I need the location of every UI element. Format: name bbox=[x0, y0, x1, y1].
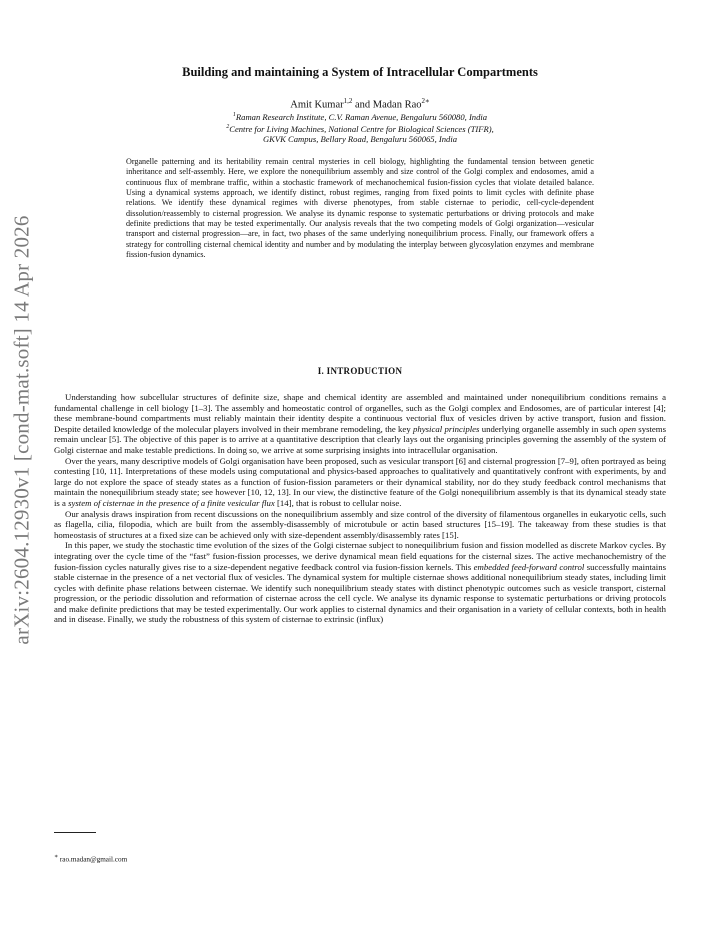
email-link[interactable]: rao.madan@gmail.com bbox=[59, 855, 128, 864]
paragraph-2: Over the years, many descriptive models of Golgi organisation have been proposed, such as vesicular transport [6] and cisternal progression [7–9], often portrayed as being contesting [10, 11]. Interpretations of these models using computational and physics-based approaches to qualitatively and quantitatively confront with experiments, by and large do not explore the space of steady states as a function of fusion-fission parameters or their dynamical stability, nor do they study feedback control mechanisms that maintain the nonequilibrium steady state; see however [10, 12, 13]. In our view, the distinctive feature of the Golgi nonequilibrium assembly is that its dynamical steady state is a system of cisternae in the presence of a finite vesicular flux [14], that is robust to cellular noise. bbox=[54, 455, 666, 508]
section-heading-introduction: I. INTRODUCTION bbox=[317, 366, 403, 376]
footnote-rule bbox=[54, 832, 96, 833]
arxiv-identifier-text: arXiv:2604.12930v1 [cond-mat.soft] 14 Apr 2026 bbox=[9, 215, 34, 645]
paragraph-1: Understanding how subcellular structures of definite size, shape and chemical identity are assembled and maintained under nonequilibrium conditions remains a fundamental challenge in cell biology [1–3]. The assembly and homeostatic control of organelles, such as the Golgi complex and Endosomes, are of particular interest [4]; these membrane-bound compartments must reliably maintain their identity despite a continuous vectorial flux of vesicles driven by active transport, fusion and fission. Despite detailed knowledge of the molecular players involved in their membrane remodeling, the key physical principles underlying organelle assembly in such open systems remain unclear [5]. The objective of this paper is to arrive at a quantitative description that clearly lays out the organising principles governing the assembly of the system of Golgi cisternae and make testable predictions. In doing so, we arrive at some surprising insights into intracellular organisation. bbox=[54, 392, 667, 455]
author-line bbox=[80, 97, 640, 111]
author-1-affil: 1,2 bbox=[343, 97, 353, 105]
affiliation-1: $^1$Raman Research Institute, C.V. Raman Avenue, Bengaluru 560080, India bbox=[232, 111, 488, 122]
author-conjunction: and bbox=[352, 99, 373, 111]
paper-title: Building and maintaining a System of Intracellular Compartments bbox=[182, 65, 538, 79]
arxiv-identifier bbox=[2, 210, 42, 650]
author-2-affil: 2∗ bbox=[421, 97, 430, 105]
author-2: Madan Rao bbox=[372, 99, 422, 111]
abstract: Organelle patterning and its heritability remain central mysteries in cell biology, highlighting the fundamental tension between genetic inheritance and self-assembly. Here, we explore the nonequilibrium assembly and size control of the Golgi complex and endosomes, amid a continuous flux of membrane traffic, within a stochastic framework of mechanochemical fusion-fission cycles that violate detailed balance. Using a dynamical systems approach, we identify distinct, robust regimes, ranging from fixed points to limit cycles with definite phase relations. We identify these dynamical regimes with diverse phenotypes, from stable cisternae to periodic, cell-cycle-dependent dissolution/reassembly to cisternal progression. We analyse its dynamic response to systematic perturbations or driving protocols and make definite predictions that may be tested experimentally. Our analysis reveals that the two competing models of Golgi organization—vesicular transport and cisternal progression—are, in fact, two phases of the same underlying nonequilibrium process. Finally, our framework offers a strategy for controlling cisternal chemical identity and number and by modulating the interplay between glycosylation enzymes and membrane fission-fusion dynamics. bbox=[126, 157, 594, 260]
affiliation-2-cont: GKVK Campus, Bellary Road, Bengaluru 560065, India bbox=[262, 134, 458, 144]
paragraph-3: Our analysis draws inspiration from recent discussions on the nonequilibrium assembly and size control of the diversity of filamentous organelles in eukaryotic cells, such as flagella, cilia, filopodia, which are built from the assembly-disassembly of microtubule or actin based structures [15–19]. The takeaway from these studies is that homeostasis of structures at a fixed size can be achieved only with size-dependent assembly/disassembly rates [15]. bbox=[54, 508, 666, 540]
affiliation-2: $^2$Centre for Living Machines, National Centre for Biological Sciences (TIFR), bbox=[226, 123, 494, 134]
introduction-body bbox=[54, 392, 666, 625]
paragraph-4: In this paper, we study the stochastic time evolution of the sizes of the Golgi cisternae subject to nonequilibrium fusion and fission modelled as discrete Markov cycles. By integrating over the cycle time of the “fast” fusion-fission processes, we derive dynamical mean field equations for the cisternal sizes. The active mechanochemistry of the fusion-fission cycles naturally gives rise to a size-dependent negative feedback control via fusion-fission kernels. This embedded feed-forward control successfully maintains stable cisternae in the presence of a net vectorial flux of vesicles. The dynamical system for multiple cisternae shows additional nonequilibrium steady states, including limit cycles with definite phase relations between cisternae. We identify such nonequilibrium steady states with distinct phenotypic outcomes such as vesicle transport, cisternal progression, or the periodic dissolution and reformation of cisternae across the cell cycle. We analyse its dynamic response to systematic perturbations or driving protocols and make definite predictions that may be tested experimentally. Our work applies to cisternal dynamics and their organisation in a variety of cellular contexts, both in health and in disease. Finally, we study the robustness of this system of cisternae to extrinsic (influx) bbox=[54, 540, 666, 625]
author-1: Amit Kumar bbox=[290, 99, 344, 111]
footnote-email: ∗ rao.madan@gmail.com bbox=[54, 854, 128, 864]
